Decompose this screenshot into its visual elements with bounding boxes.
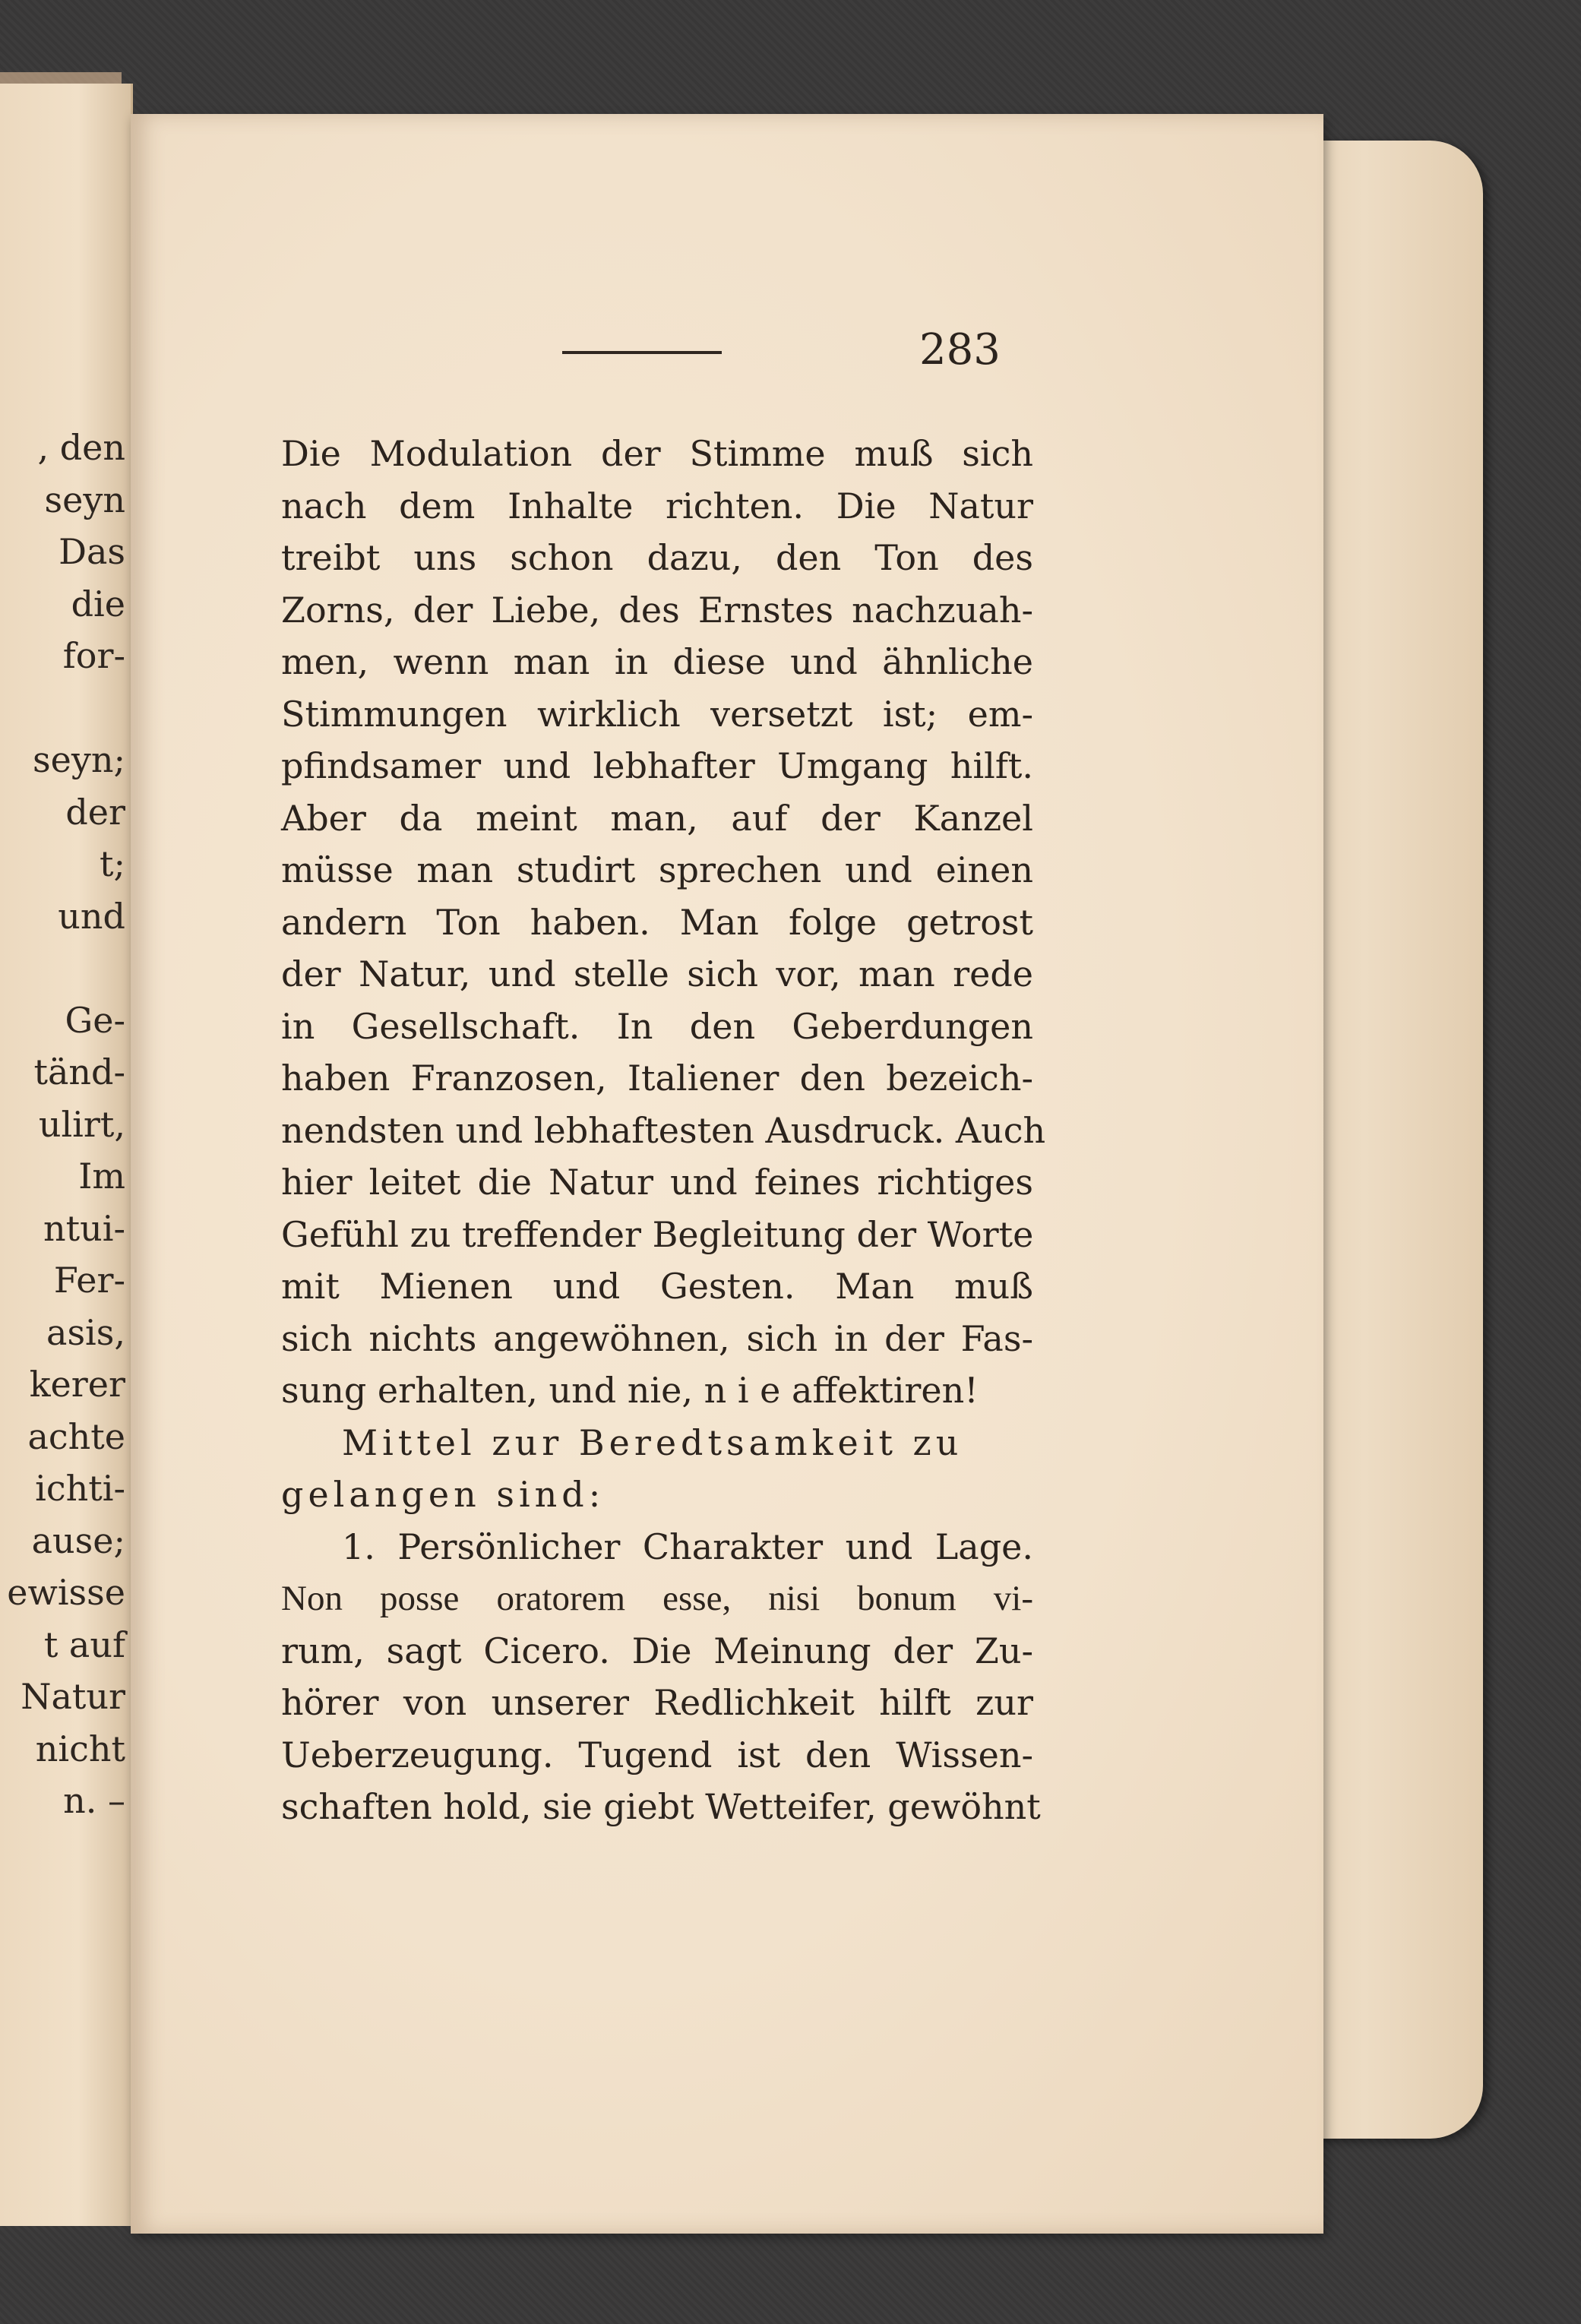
previous-page-text (0, 422, 125, 1827)
text-line: müsse man studirt sprechen und einen (281, 849, 1033, 890)
section-heading: gelangen sind: (281, 1474, 606, 1515)
text-line: nendsten und lebhaftesten Ausdruck. Auch (281, 1109, 1046, 1151)
previous-page-fragment: ewisse (7, 1572, 125, 1613)
previous-page-fragment (0, 942, 125, 994)
text-line: hörer von unserer Redlichkeit hilft zur (281, 1682, 1033, 1723)
text-line: Die Modulation der Stimme muß sich (281, 433, 1033, 474)
text-line: mit Mienen und Gesten. Man muß (281, 1266, 1033, 1307)
previous-page-fragment: for- (62, 635, 125, 676)
text-line: Stimmungen wirklich versetzt ist; em- (281, 693, 1033, 735)
page-body-text (281, 428, 1046, 1833)
text-line: andern Ton haben. Man folge getrost (281, 901, 1033, 943)
previous-page-fragment: und (58, 895, 125, 937)
previous-page-fragment: ause; (31, 1519, 125, 1561)
previous-page-fragment (0, 682, 125, 735)
page-number: 283 (919, 325, 1001, 375)
previous-page-fragment: achte (27, 1415, 125, 1457)
text-line: hier leitet die Natur und feines richtiges (281, 1162, 1033, 1203)
header-rule (562, 351, 722, 354)
previous-page-fragment: t; (100, 843, 125, 884)
previous-page-fragment: t auf (43, 1624, 125, 1665)
previous-page-fragment: nicht (35, 1728, 125, 1769)
previous-page-fragment: Ge- (65, 999, 125, 1041)
text-line: Aber da meint man, auf der Kanzel (281, 797, 1033, 839)
previous-page-fragment: ulirt, (38, 1103, 125, 1145)
previous-page-fragment: n. – (63, 1780, 125, 1821)
previous-page-fragment: Natur (21, 1676, 125, 1717)
text-line: nach dem Inhalte richten. Die Natur (281, 485, 1033, 526)
previous-page-fragment: seyn; (33, 739, 125, 780)
previous-page-fragment: kerer (29, 1364, 125, 1405)
previous-page-fragment: der (65, 791, 125, 833)
previous-page-fragment: die (71, 583, 125, 624)
text-line: treibt uns schon dazu, den Ton des (281, 537, 1033, 578)
previous-page-fragment: Das (58, 531, 125, 572)
text-line: in Gesellschaft. In den Geberdungen (281, 1005, 1033, 1047)
previous-page-fragment: Im (78, 1156, 125, 1197)
text-line: Ueberzeugung. Tugend ist den Wissen- (281, 1734, 1033, 1775)
text-line: Zorns, der Liebe, des Ernstes nachzuah- (281, 589, 1033, 631)
previous-page-fragment: ntui- (43, 1207, 125, 1249)
previous-page-fragment: seyn (44, 479, 125, 520)
previous-page-fragment: tänd- (33, 1051, 125, 1092)
section-heading: Mittel zur Beredtsamkeit zu (342, 1421, 963, 1463)
previous-page-fragment: , den (37, 427, 125, 468)
list-item-heading: 1. Persönlicher Charakter und Lage. (342, 1526, 1033, 1567)
text-line: der Natur, und stelle sich vor, man rede (281, 953, 1033, 994)
text-line: sich nichts angewöhnen, sich in der Fas- (281, 1317, 1033, 1359)
previous-page-fragment: asis, (46, 1311, 125, 1353)
text-line: rum, sagt Cicero. Die Meinung der Zu- (281, 1630, 1033, 1671)
text-line: men, wenn man in diese und ähnliche (281, 641, 1033, 682)
text-line: haben Franzosen, Italiener den bezeich- (281, 1058, 1033, 1099)
text-line: Gefühl zu treffender Begleitung der Worte (281, 1213, 1034, 1255)
previous-page-fragment: ichti- (35, 1468, 125, 1509)
latin-quote-line: Non posse oratorem esse, nisi bonum vi- (281, 1579, 1033, 1618)
text-line: sung erhalten, und nie, n i e affektiren! (281, 1370, 979, 1411)
previous-page-fragment: Fer- (53, 1260, 125, 1301)
text-line: schaften hold, sie giebt Wetteifer, gewöhnt (281, 1786, 1041, 1827)
text-line: pfindsamer und lebhafter Umgang hilft. (281, 745, 1033, 786)
